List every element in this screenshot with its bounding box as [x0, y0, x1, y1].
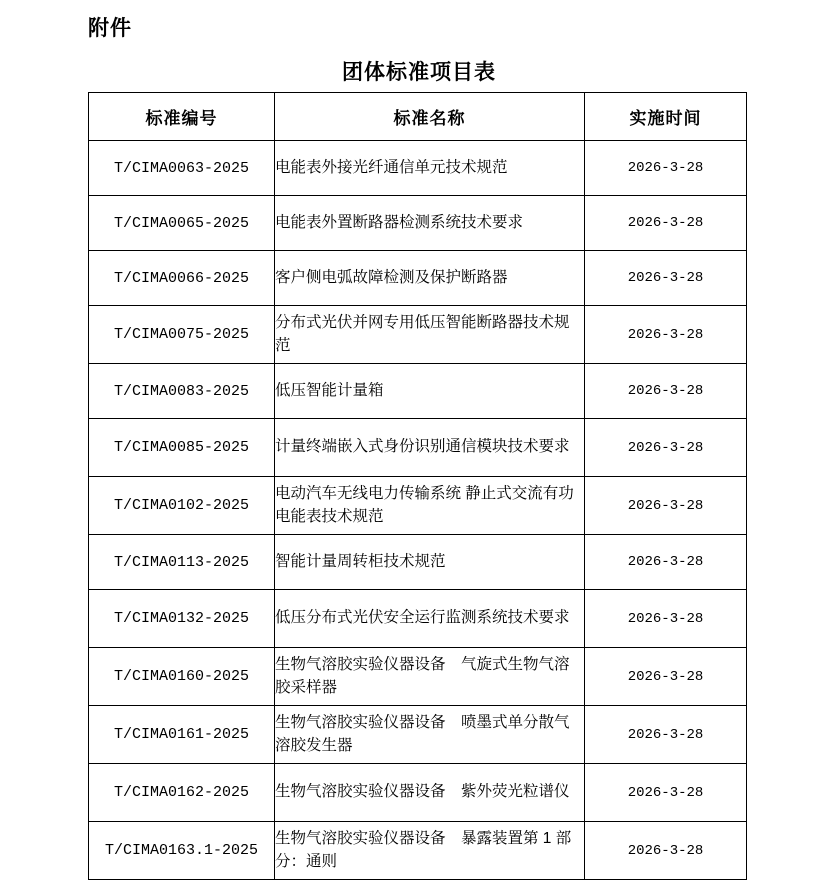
- cell-standard-name: 低压分布式光伏安全运行监测系统技术要求: [275, 590, 585, 648]
- cell-standard-name: 生物气溶胶实验仪器设备 喷墨式单分散气溶胶发生器: [275, 706, 585, 764]
- table-row: [89, 196, 747, 251]
- table-row: [89, 251, 747, 306]
- cell-implementation-date: 2026-3-28: [585, 822, 747, 880]
- cell-implementation-date: 2026-3-28: [585, 764, 747, 822]
- table-row: [89, 764, 747, 822]
- cell-implementation-date: 2026-3-28: [585, 477, 747, 535]
- table-row: [89, 535, 747, 590]
- cell-standard-name: 电能表外接光纤通信单元技术规范: [275, 141, 585, 196]
- cell-standard-code: T/CIMA0063-2025: [89, 141, 275, 196]
- cell-standard-code: T/CIMA0065-2025: [89, 196, 275, 251]
- cell-standard-name: 电动汽车无线电力传输系统 静止式交流有功电能表技术规范: [275, 477, 585, 535]
- cell-implementation-date: 2026-3-28: [585, 419, 747, 477]
- standards-table: [88, 92, 747, 880]
- cell-standard-name: 生物气溶胶实验仪器设备 气旋式生物气溶胶采样器: [275, 648, 585, 706]
- page-title: 团体标准项目表: [342, 61, 496, 84]
- table-row: [89, 590, 747, 648]
- cell-standard-code: T/CIMA0075-2025: [89, 306, 275, 364]
- column-header-name: 标准名称: [275, 93, 585, 141]
- cell-standard-name: 生物气溶胶实验仪器设备 紫外荧光粒谱仪: [275, 764, 585, 822]
- cell-implementation-date: 2026-3-28: [585, 648, 747, 706]
- cell-standard-name: 分布式光伏并网专用低压智能断路器技术规范: [275, 306, 585, 364]
- table-header: [89, 93, 747, 141]
- cell-standard-code: T/CIMA0102-2025: [89, 477, 275, 535]
- cell-standard-name: 客户侧电弧故障检测及保护断路器: [275, 251, 585, 306]
- cell-standard-name: 电能表外置断路器检测系统技术要求: [275, 196, 585, 251]
- cell-implementation-date: 2026-3-28: [585, 196, 747, 251]
- table-row: [89, 648, 747, 706]
- attachment-label: 附件: [88, 17, 132, 40]
- cell-standard-code: T/CIMA0162-2025: [89, 764, 275, 822]
- table-row: [89, 822, 747, 880]
- cell-implementation-date: 2026-3-28: [585, 141, 747, 196]
- table-row: [89, 477, 747, 535]
- cell-implementation-date: 2026-3-28: [585, 590, 747, 648]
- cell-standard-name: 智能计量周转柜技术规范: [275, 535, 585, 590]
- column-header-date: 实施时间: [585, 93, 747, 141]
- column-header-code: 标准编号: [89, 93, 275, 141]
- table-row: [89, 419, 747, 477]
- cell-standard-code: T/CIMA0085-2025: [89, 419, 275, 477]
- cell-standard-name: 低压智能计量箱: [275, 364, 585, 419]
- cell-standard-name: 生物气溶胶实验仪器设备 暴露装置第 1 部分：通则: [275, 822, 585, 880]
- table-header-row: [89, 93, 747, 141]
- table-row: [89, 141, 747, 196]
- cell-standard-code: T/CIMA0132-2025: [89, 590, 275, 648]
- table-row: [89, 364, 747, 419]
- table-row: [89, 306, 747, 364]
- cell-implementation-date: 2026-3-28: [585, 364, 747, 419]
- cell-standard-code: T/CIMA0083-2025: [89, 364, 275, 419]
- cell-implementation-date: 2026-3-28: [585, 306, 747, 364]
- cell-implementation-date: 2026-3-28: [585, 706, 747, 764]
- table-row: [89, 706, 747, 764]
- cell-implementation-date: 2026-3-28: [585, 535, 747, 590]
- cell-implementation-date: 2026-3-28: [585, 251, 747, 306]
- table-body: [89, 141, 747, 880]
- cell-standard-code: T/CIMA0160-2025: [89, 648, 275, 706]
- cell-standard-code: T/CIMA0161-2025: [89, 706, 275, 764]
- cell-standard-code: T/CIMA0066-2025: [89, 251, 275, 306]
- cell-standard-code: T/CIMA0163.1-2025: [89, 822, 275, 880]
- cell-standard-code: T/CIMA0113-2025: [89, 535, 275, 590]
- cell-standard-name: 计量终端嵌入式身份识别通信模块技术要求: [275, 419, 585, 477]
